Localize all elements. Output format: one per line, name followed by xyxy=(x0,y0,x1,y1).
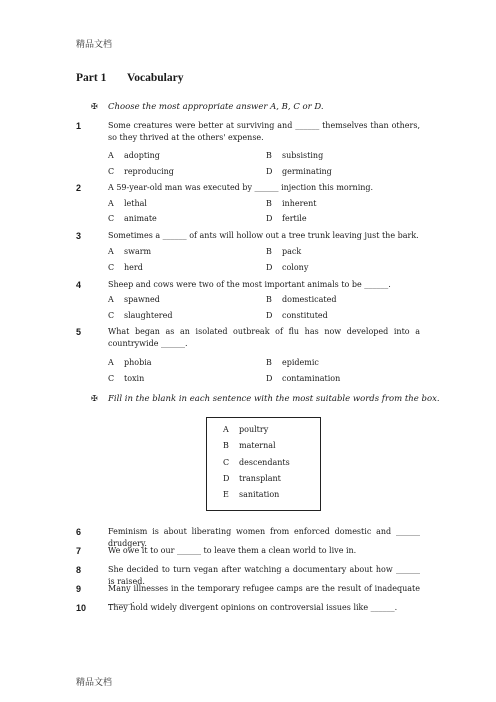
option-text: subsisting xyxy=(282,151,324,160)
question-7 xyxy=(76,545,420,557)
option-text: fertile xyxy=(282,214,307,223)
word-letter: D xyxy=(223,474,230,483)
option-letter: B xyxy=(266,199,272,208)
option-text: phobia xyxy=(124,358,152,367)
page-footer: 精品文档 xyxy=(76,678,113,688)
option-text: slaughtered xyxy=(124,311,173,320)
option-letter: D xyxy=(266,167,273,176)
question-number: 3 xyxy=(76,231,82,241)
instruction-mark-icon: ✠ xyxy=(91,102,98,111)
instruction-2 xyxy=(91,394,440,404)
option-text: pack xyxy=(282,247,302,256)
option-letter: B xyxy=(266,247,272,256)
option-4c[interactable] xyxy=(108,311,173,320)
question-number: 2 xyxy=(76,183,82,193)
part-heading: Vocabulary xyxy=(127,72,184,84)
question-number: 9 xyxy=(76,584,82,594)
question-number: 4 xyxy=(76,280,82,290)
option-letter: B xyxy=(266,358,272,367)
option-5a[interactable] xyxy=(108,358,152,367)
option-4d[interactable] xyxy=(266,311,328,320)
question-number: 10 xyxy=(76,603,87,613)
question-stem: Some creatures were better at surviving and ______ themselves than others, so they thrived at the others' expense. xyxy=(108,121,420,142)
option-text: swarm xyxy=(124,247,152,256)
option-text: lethal xyxy=(124,199,147,208)
question-stem: A 59-year-old man was executed by ______ injection this morning. xyxy=(108,183,374,192)
option-text: reproducing xyxy=(124,167,174,176)
instruction-mark-icon: ✠ xyxy=(91,394,98,403)
word-box-item xyxy=(223,458,290,467)
word-text: sanitation xyxy=(239,490,280,499)
question-number: 8 xyxy=(76,565,82,575)
option-text: colony xyxy=(282,263,309,272)
option-3d[interactable] xyxy=(266,263,308,272)
option-letter: A xyxy=(108,151,114,160)
question-number: 5 xyxy=(76,327,82,337)
question-stem: Sheep and cows were two of the most important animals to be ______. xyxy=(108,280,391,289)
option-text: animate xyxy=(124,214,157,223)
word-letter: E xyxy=(223,490,229,499)
question-10 xyxy=(76,602,420,614)
option-5d[interactable] xyxy=(266,374,340,383)
question-stem: They hold widely divergent opinions on controversial issues like ______. xyxy=(108,603,398,612)
question-stem: Feminism is about liberating women from enforced domestic and ______ drudgery. xyxy=(108,527,420,548)
question-4 xyxy=(76,279,420,291)
page-header: 精品文档 xyxy=(76,40,113,50)
question-number: 6 xyxy=(76,527,82,537)
option-text: herd xyxy=(124,263,143,272)
instruction-text: Fill in the blank in each sentence with the most suitable words from the box. xyxy=(108,394,440,404)
option-1b[interactable] xyxy=(266,151,323,160)
word-letter: B xyxy=(223,441,229,450)
instruction-1 xyxy=(91,102,324,112)
option-text: germinating xyxy=(282,167,332,176)
option-letter: C xyxy=(108,214,115,223)
word-text: maternal xyxy=(239,441,276,450)
option-3a[interactable] xyxy=(108,247,151,256)
option-3b[interactable] xyxy=(266,247,301,256)
question-stem: She decided to turn vegan after watching a documentary about how ______ is raised. xyxy=(108,565,420,586)
option-letter: C xyxy=(108,263,115,272)
option-text: constituted xyxy=(282,311,328,320)
option-letter: C xyxy=(108,311,115,320)
option-letter: A xyxy=(108,247,114,256)
option-letter: A xyxy=(108,358,114,367)
option-letter: A xyxy=(108,295,114,304)
option-5b[interactable] xyxy=(266,358,319,367)
option-letter: D xyxy=(266,263,273,272)
question-number: 7 xyxy=(76,546,82,556)
option-text: adopting xyxy=(124,151,160,160)
option-5c[interactable] xyxy=(108,374,144,383)
word-text: transplant xyxy=(239,474,281,483)
option-letter: A xyxy=(108,199,114,208)
option-4a[interactable] xyxy=(108,295,160,304)
word-box-item xyxy=(223,474,281,483)
option-4b[interactable] xyxy=(266,295,336,304)
option-text: inherent xyxy=(282,199,317,208)
option-1d[interactable] xyxy=(266,167,332,176)
word-box-item xyxy=(223,425,268,434)
option-text: contamination xyxy=(282,374,341,383)
question-number: 1 xyxy=(76,121,82,131)
word-text: descendants xyxy=(239,458,290,467)
option-letter: B xyxy=(266,295,272,304)
option-3c[interactable] xyxy=(108,263,143,272)
part-title xyxy=(76,72,183,84)
word-letter: A xyxy=(223,425,229,434)
option-2c[interactable] xyxy=(108,214,157,223)
question-stem: What began as an isolated outbreak of flu has now developed into a countrywide ______. xyxy=(108,327,420,348)
option-letter: C xyxy=(108,167,115,176)
option-text: domesticated xyxy=(282,295,337,304)
option-letter: D xyxy=(266,374,273,383)
option-letter: B xyxy=(266,151,272,160)
option-text: epidemic xyxy=(282,358,319,367)
question-2 xyxy=(76,182,420,194)
word-box-item xyxy=(223,441,276,450)
question-1 xyxy=(76,120,420,144)
option-text: toxin xyxy=(124,374,145,383)
option-1a[interactable] xyxy=(108,151,160,160)
option-2d[interactable] xyxy=(266,214,307,223)
word-box-item xyxy=(223,490,279,499)
question-stem: We owe it to our ______ to leave them a clean world to live in. xyxy=(108,546,357,555)
part-label: Part 1 xyxy=(76,72,107,84)
option-letter: D xyxy=(266,214,273,223)
option-2a[interactable] xyxy=(108,199,147,208)
question-stem: Sometimes a ______ of ants will hollow out a tree trunk leaving just the bark. xyxy=(108,231,419,240)
instruction-text: Choose the most appropriate answer A, B, C or D. xyxy=(108,102,324,112)
word-text: poultry xyxy=(239,425,269,434)
option-letter: C xyxy=(108,374,115,383)
option-2b[interactable] xyxy=(266,199,317,208)
question-5 xyxy=(76,326,420,350)
option-1c[interactable] xyxy=(108,167,174,176)
word-letter: C xyxy=(223,458,230,467)
option-text: spawned xyxy=(124,295,160,304)
word-box xyxy=(206,417,321,511)
question-3 xyxy=(76,230,420,242)
option-letter: D xyxy=(266,311,273,320)
question-stem: Many illnesses in the temporary refugee camps are the result of inadequate ______. xyxy=(108,584,420,605)
